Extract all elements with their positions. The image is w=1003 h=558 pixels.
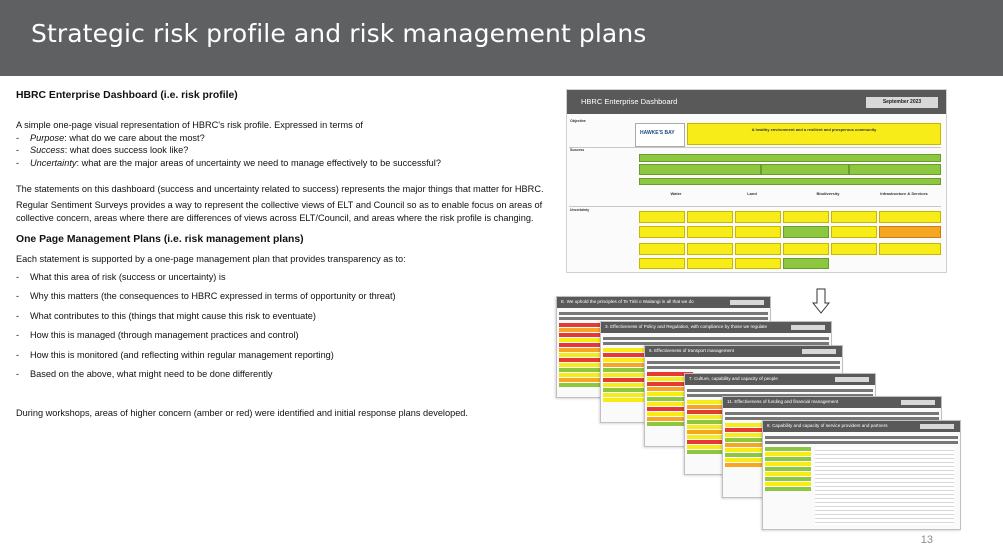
management-plans-intro: Each statement is supported by a one-page management plan that provides transparency as to: — [16, 253, 406, 264]
plan-bullet: - Why this matters (the consequences to HBRC expressed in terms of opportunity or threat) — [16, 291, 396, 302]
risk-cell — [639, 226, 685, 238]
success-box — [761, 164, 849, 175]
enterprise-dashboard-thumbnail — [566, 89, 947, 273]
infrastructure-column-label: Infrastructure & Services — [880, 191, 928, 196]
dashboard-heading: HBRC Enterprise Dashboard (i.e. risk profile) — [16, 90, 238, 101]
objective-banner: A healthy environment and a resilient and prosperous community — [687, 123, 941, 145]
risk-cells — [603, 348, 649, 420]
management-plans-heading: One Page Management Plans (i.e. risk management plans) — [16, 234, 304, 246]
risk-cell — [783, 243, 829, 255]
biodiversity-column-label: Biodiversity — [816, 191, 840, 196]
left-text-column — [16, 90, 546, 419]
hbrc-logo: HAWKE'S BAY — [635, 123, 685, 147]
plan-title: E. We uphold the principles of Te Tiriti o Waitangi in all that we do — [561, 299, 694, 304]
risk-cell — [639, 258, 685, 269]
dashboard-title: HBRC Enterprise Dashboard — [581, 97, 678, 106]
slide-title: Strategic risk profile and risk management plans — [31, 19, 647, 48]
divider — [569, 206, 941, 207]
risk-cell — [879, 243, 941, 255]
uncertainty-label: Uncertainty — [570, 208, 590, 212]
uncertainty-bullet: - Uncertainty: what are the major areas of uncertainty we need to manage effectively to be successful? — [16, 157, 441, 168]
plan-title: 11. Effectiveness of funding and financial management — [727, 399, 839, 404]
dashboard-header — [567, 90, 946, 114]
success-term: Success — [30, 145, 65, 156]
risk-cell — [831, 226, 877, 238]
risk-cell — [879, 211, 941, 223]
risk-cells — [559, 323, 605, 395]
success-bar — [639, 178, 941, 185]
water-column-label: Water — [670, 191, 682, 196]
risk-cell — [735, 226, 781, 238]
plan-title: 3. Effectiveness of Policy and Regulation, with compliance by those we regulate — [605, 324, 768, 329]
divider — [569, 147, 941, 148]
plan-title: 8. Capability and capacity of service providers and partners — [767, 423, 888, 428]
risk-cell — [831, 211, 877, 223]
objective-label: Objective — [570, 119, 586, 123]
dashboard-intro: A simple one-page visual representation of HBRC's risk profile. Expressed in terms of — [16, 120, 363, 131]
success-label: Success — [570, 148, 585, 152]
risk-cell — [639, 211, 685, 223]
title-bar — [0, 0, 1003, 76]
risk-cell — [735, 243, 781, 255]
dashboard-date: September 2023 — [866, 97, 938, 108]
risk-cell — [831, 243, 877, 255]
page-number: 13 — [920, 534, 933, 546]
risk-cell — [783, 211, 829, 223]
plan-title: 6. Effectiveness of transport management — [649, 348, 734, 353]
plan-bullet: - What this area of risk (success or uncertainty) is — [16, 272, 226, 283]
risk-cell — [687, 243, 733, 255]
risk-cell — [687, 226, 733, 238]
success-bullet: - Success: what does success look like? — [16, 145, 189, 156]
risk-cell — [687, 258, 733, 269]
down-arrow-icon — [812, 288, 830, 314]
purpose-term: Purpose — [30, 132, 65, 143]
risk-cell — [735, 258, 781, 269]
statements-paragraph: The statements on this dashboard (success and uncertainty related to success) represents the major things that matter for HBRC. — [16, 184, 544, 195]
purpose-bullet: - Purpose: what do we care about the most? — [16, 132, 205, 143]
plan-title: 7. Culture, capability and capacity of people — [689, 376, 778, 381]
success-box — [849, 164, 941, 175]
risk-cell — [639, 243, 685, 255]
risk-cell — [687, 211, 733, 223]
sentiment-surveys-paragraph: Regular Sentiment Surveys provides a way to represent the collective views of ELT and Council so as to enable focus on areas of collective concern, areas where there are differences of views across ELT/Council, and areas where the risk profile is changing. — [16, 200, 543, 223]
risk-cells — [765, 447, 811, 527]
risk-cell — [879, 226, 941, 238]
plan-bullet: - How this is monitored (and reflecting within regular management reporting) — [16, 349, 334, 360]
workshops-paragraph: During workshops, areas of higher concern (amber or red) were identified and initial response plans developed. — [16, 407, 468, 418]
risk-cell — [735, 211, 781, 223]
uncertainty-term: Uncertainty — [30, 157, 77, 168]
management-plan-page — [762, 420, 961, 530]
risk-cell — [783, 258, 829, 269]
land-column-label: Land — [747, 191, 757, 196]
success-bar — [639, 154, 941, 162]
risk-cell — [783, 226, 829, 238]
plan-bullet: - Based on the above, what might need to be done differently — [16, 369, 273, 380]
plan-bullet: - How this is managed (through management practices and control) — [16, 330, 299, 341]
success-box — [639, 164, 761, 175]
plan-bullet: - What contributes to this (things that might cause this risk to eventuate) — [16, 310, 316, 321]
